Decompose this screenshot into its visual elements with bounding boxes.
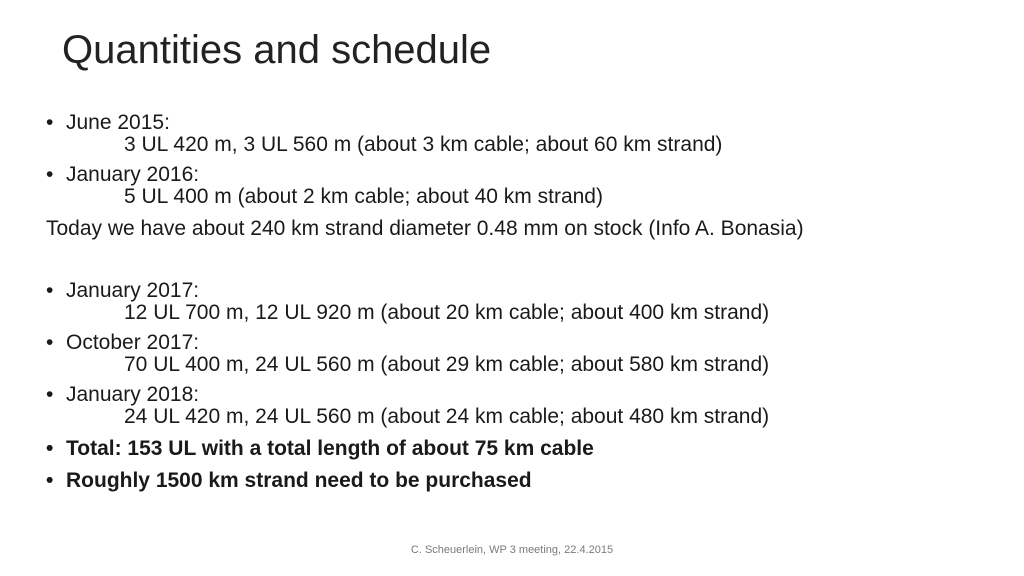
schedule-item-heading: January 2017: [66,279,200,302]
schedule-item-detail: 12 UL 700 m, 12 UL 920 m (about 20 km cable; about 400 km strand) [124,301,770,324]
schedule-item-detail: 5 UL 400 m (about 2 km cable; about 40 km strand) [124,185,603,208]
schedule-item-january-2016 [46,162,1006,210]
schedule-item-june-2015 [46,110,1006,158]
schedule-item-detail: 3 UL 420 m, 3 UL 560 m (about 3 km cable; about 60 km strand) [124,133,723,156]
schedule-item-detail: 70 UL 400 m, 24 UL 560 m (about 29 km cable; about 580 km strand) [124,353,770,376]
schedule-item-heading: June 2015: [66,111,170,134]
schedule-item-detail: 24 UL 420 m, 24 UL 560 m (about 24 km cable; about 480 km strand) [124,405,770,428]
schedule-item-october-2017 [46,330,1006,378]
schedule-item-heading: October 2017: [66,331,200,354]
purchase-summary: • Roughly 1500 km strand need to be purchased [46,468,1006,494]
slide-footer: C. Scheuerlein, WP 3 meeting, 22.4.2015 [410,544,614,556]
schedule-item-heading: January 2016: [66,163,200,186]
stock-note: Today we have about 240 km strand diameter 0.48 mm on stock (Info A. Bonasia) [46,217,804,240]
schedule-item-january-2017 [46,278,1006,326]
total-summary: • Total: 153 UL with a total length of about 75 km cable [46,436,1006,462]
schedule-item-january-2018 [46,382,1006,430]
schedule-item-heading: January 2018: [66,383,200,406]
slide-content [46,110,1006,494]
slide-title: Quantities and schedule [62,28,492,72]
